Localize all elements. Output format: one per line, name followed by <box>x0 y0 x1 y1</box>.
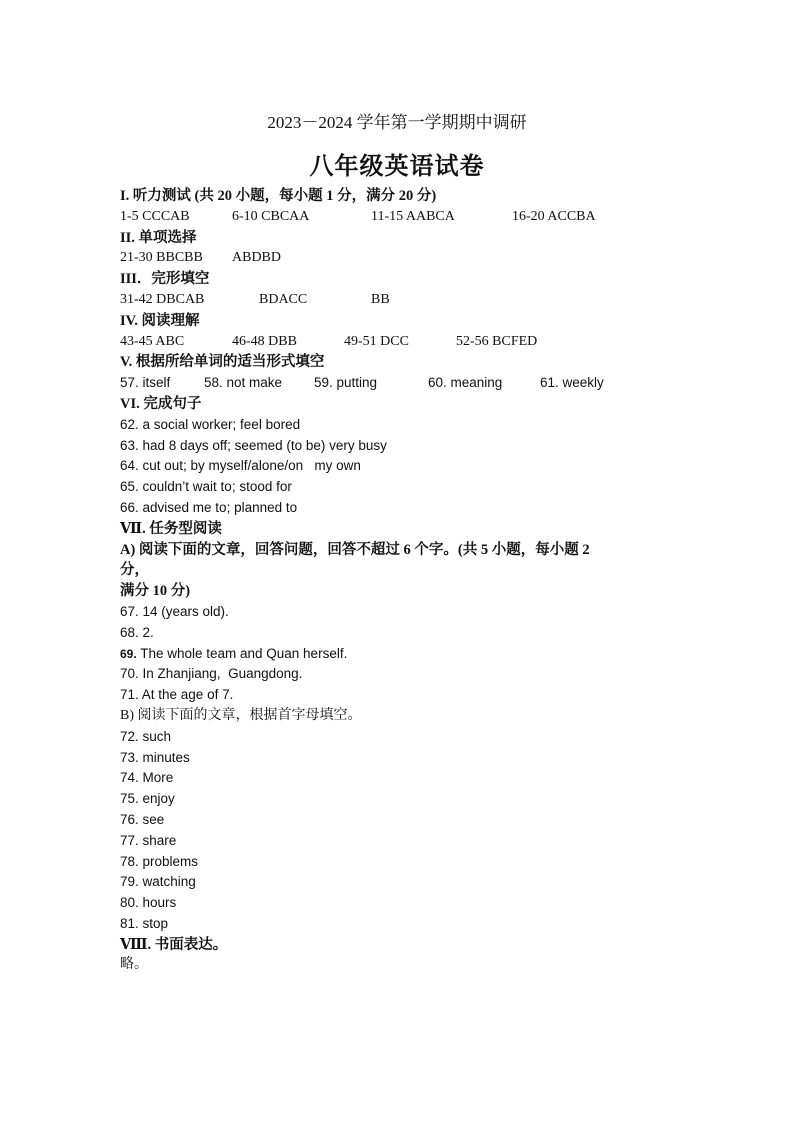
section-2-answers <box>120 248 680 269</box>
answer-item: 73. minutes <box>120 749 190 765</box>
answer-item: 65. couldn’t wait to; stood for <box>120 479 292 495</box>
section-3-answers <box>120 290 680 311</box>
answer-item: 80. hours <box>120 895 177 911</box>
answer-item: 58. not make <box>204 375 283 391</box>
exam-title: 八年级英语试卷 <box>309 154 485 180</box>
answer-item: 64. cut out; by myself/alone/on my own <box>120 458 361 474</box>
answer-item: 62. a social worker; feel bored <box>120 416 301 432</box>
section-7a-score: 满分 10 分) <box>120 583 191 600</box>
answer-group: 43-45 ABC <box>120 333 185 349</box>
section-4-heading: IV. 阅读理解 <box>120 312 200 329</box>
answer-item: 66. advised me to; planned to <box>120 499 298 515</box>
answer-group: 52-56 BCFED <box>456 333 538 349</box>
answer-item: 79. watching <box>120 874 196 890</box>
answer-item: 63. had 8 days off; seemed (to be) very busy <box>120 437 387 453</box>
answer-group: ABDBD <box>232 250 282 266</box>
section-8-answer: 略。 <box>120 957 148 973</box>
answer-group: 16-20 ACCBA <box>512 208 596 224</box>
answer-item: 67. 14 (years old). <box>120 603 229 619</box>
answer-item: 77. share <box>120 832 177 848</box>
answer-group: BDACC <box>259 291 308 307</box>
term-line: 2023－2024 学年第一学期期中调研 <box>267 113 527 132</box>
section-7b-instruction: B) 阅读下面的文章，根据首字母填空。 <box>120 707 362 723</box>
answer-group: 31-42 DBCAB <box>120 291 205 307</box>
answer-group: 11-15 AABCA <box>371 208 455 224</box>
section-1-answers <box>120 207 680 228</box>
answer-item-69 <box>120 644 680 665</box>
section-7a-instruction: A) 阅读下面的文章，回答问题，回答不超过 6 个字。(共 5 小题，每小题 2 <box>120 541 590 558</box>
answer-item: 75. enjoy <box>120 791 175 807</box>
section-3-heading: III．完形填空 <box>120 271 210 288</box>
section-1-heading: I. 听力测试 (共 20 小题，每小题 1 分，满分 20 分) <box>120 188 437 204</box>
answer-group: 1-5 CCCAB <box>120 208 190 224</box>
answer-item: 76. see <box>120 811 165 827</box>
answer-group: 46-48 DBB <box>232 333 297 349</box>
answer-group: 21-30 BBCBB <box>120 250 203 266</box>
answer-item: 72. such <box>120 728 172 744</box>
answer-text: The whole team and Quan herself. <box>140 645 348 661</box>
answer-item: 60. meaning <box>428 375 503 391</box>
answer-item: 71. At the age of 7. <box>120 687 234 703</box>
answer-number: 69. <box>120 646 137 661</box>
section-7a-instruction-cont: 分， <box>120 562 149 579</box>
answer-item: 74. More <box>120 770 174 786</box>
answer-group: 49-51 DCC <box>344 333 409 349</box>
answer-content <box>120 186 680 976</box>
answer-item: 61. weekly <box>540 375 604 391</box>
answer-item: 78. problems <box>120 853 199 869</box>
section-7-heading: Ⅶ. 任务型阅读 <box>120 520 222 537</box>
section-4-answers <box>120 332 680 353</box>
section-5-answers <box>120 373 680 394</box>
answer-item: 57. itself <box>120 375 171 391</box>
section-5-heading: V. 根据所给单词的适当形式填空 <box>120 354 325 371</box>
answer-item: 59. putting <box>314 375 378 391</box>
section-6-heading: VI. 完成句子 <box>120 395 202 412</box>
section-2-heading: II. 单项选择 <box>120 229 197 246</box>
answer-item: 81. stop <box>120 915 169 931</box>
answer-item: 70. In Zhanjiang, Guangdong. <box>120 666 303 682</box>
answer-item: 68. 2. <box>120 624 154 640</box>
section-8-heading: Ⅷ. 书面表达。 <box>120 936 228 953</box>
answer-group: BB <box>371 291 390 307</box>
answer-group: 6-10 CBCAA <box>232 208 310 224</box>
